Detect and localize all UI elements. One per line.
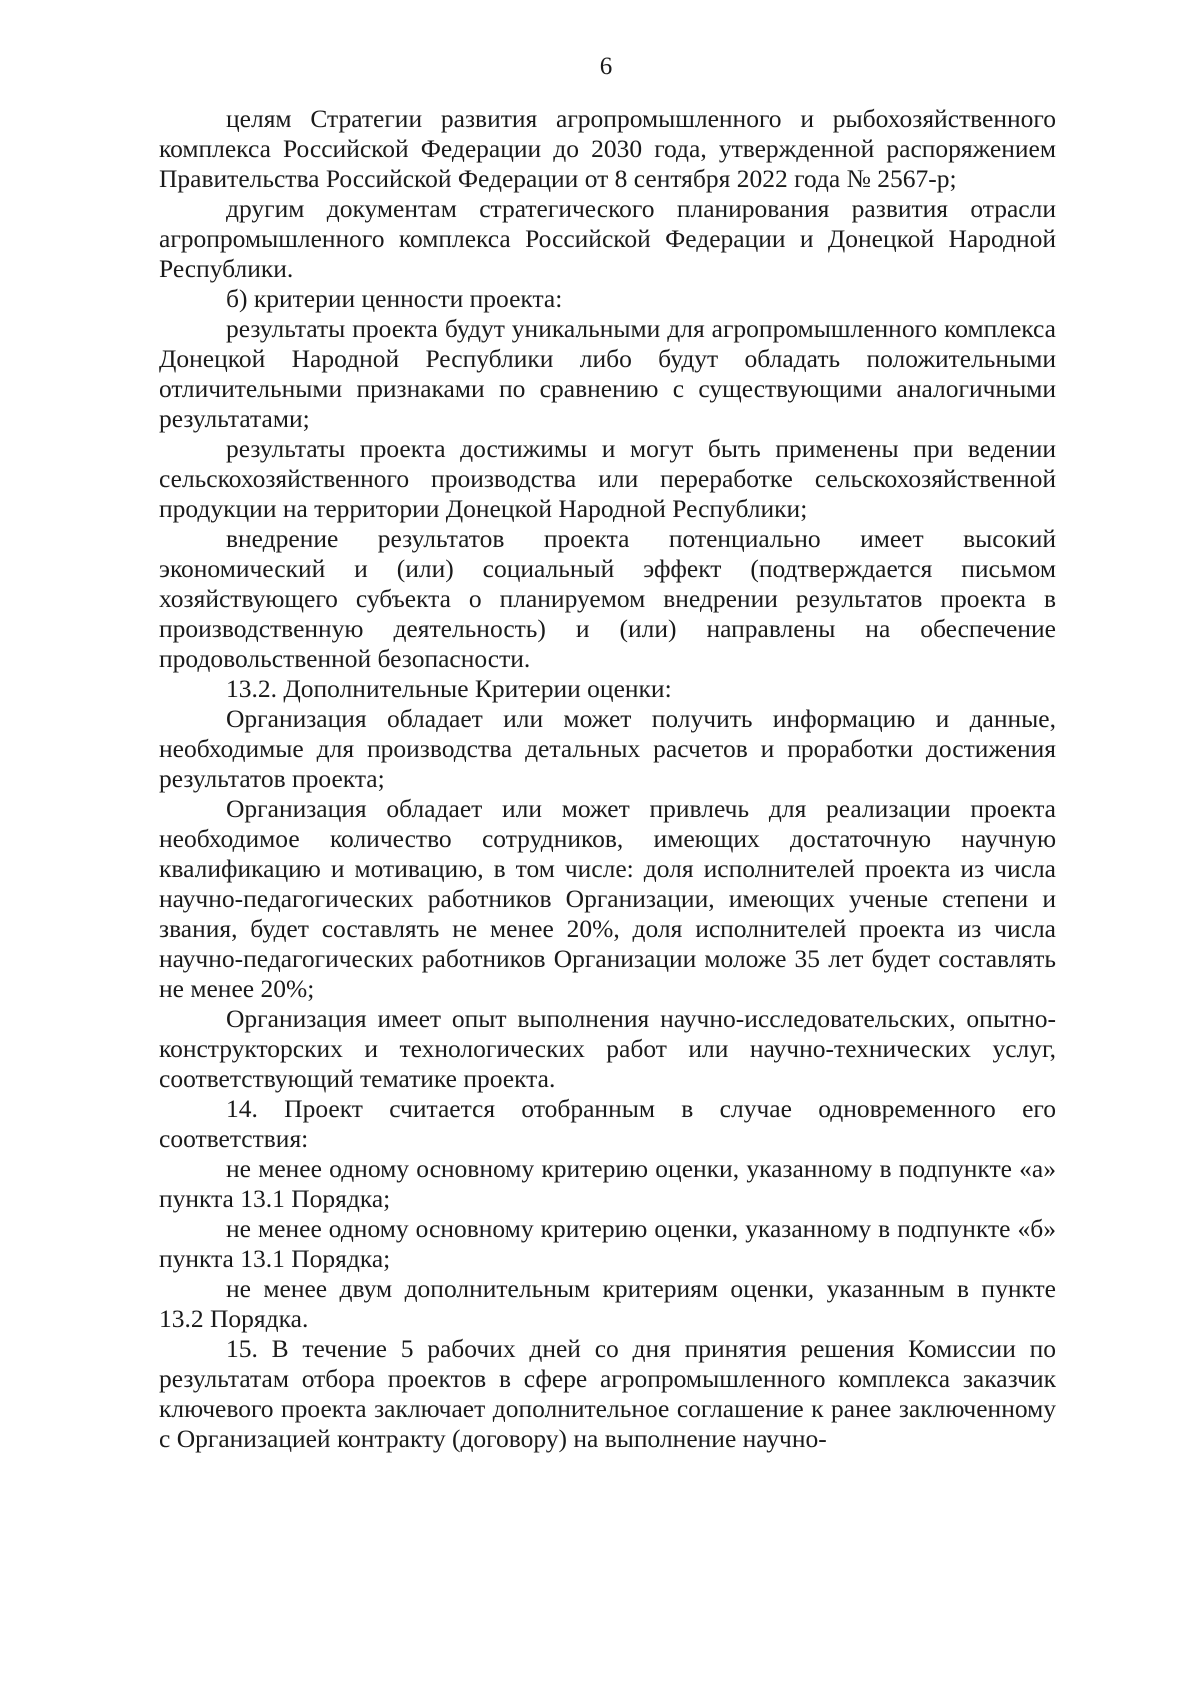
paragraph-agreement-deadline: 15. В течение 5 рабочих дней со дня принятия решения Комиссии по результатам отбора проектов в сфере агропромышленного комплекса заказчик ключевого проекта заключает дополнительное соглашение к ранее заключенному с Организацией контракту (договору) на выполнение научно- <box>159 1334 1056 1453</box>
paragraph-criterion-b: не менее одному основному критерию оценки, указанному в подпункте «б» пункта 13.1 Порядка; <box>159 1214 1056 1273</box>
paragraph-implementation-effect: внедрение результатов проекта потенциально имеет высокий экономический и (или) социальный эффект (подтверждается письмом хозяйствующего субъекта о планируемом внедрении результатов проекта в производственную деятельность) и (или) направлены на обеспечение продовольственной безопасности. <box>159 524 1056 673</box>
paragraph-achievable-results: результаты проекта достижимы и могут быть применены при ведении сельскохозяйственного производства или переработке сельскохозяйственной продукции на территории Донецкой Народной Республики; <box>159 434 1056 523</box>
paragraph-additional-criteria-heading: 13.2. Дополнительные Критерии оценки: <box>226 674 672 703</box>
paragraph-selection-condition: 14. Проект считается отобранным в случае одновременного его соответствия: <box>159 1094 1056 1153</box>
page-number: 6 <box>599 53 613 80</box>
paragraph-unique-results: результаты проекта будут уникальными для агропромышленного комплекса Донецкой Народной Республики либо будут обладать положительными отличительными признаками по сравнению с существующими аналогичными результатами; <box>159 314 1056 433</box>
paragraph-staff-qualification: Организация обладает или может привлечь для реализации проекта необходимое количество сотрудников, имеющих достаточную научную квалификацию и мотивацию, в том числе: доля исполнителей проекта из числа научно-педагогических работников Организации, имеющих ученые степени и звания, будет составлять не менее 20%, доля исполнителей проекта из числа научно-педагогических работников Организации моложе 35 лет будет составлять не менее 20%; <box>159 794 1056 1003</box>
paragraph-criterion-a: не менее одному основному критерию оценки, указанному в подпункте «а» пункта 13.1 Порядка; <box>159 1154 1056 1213</box>
paragraph-additional-criteria-count: не менее двум дополнительным критериям оценки, указанным в пункте 13.2 Порядка. <box>159 1274 1056 1333</box>
paragraph-information-data: Организация обладает или может получить информацию и данные, необходимые для производства детальных расчетов и проработки достижения результатов проекта; <box>159 704 1056 793</box>
paragraph-research-experience: Организация имеет опыт выполнения научно-исследовательских, опытно-конструкторских и технологических работ или научно-технических услуг, соответствующий тематике проекта. <box>159 1004 1056 1093</box>
paragraph-value-criteria-heading: б) критерии ценности проекта: <box>226 284 563 313</box>
paragraph-other-documents: другим документам стратегического планирования развития отрасли агропромышленного комплекса Российской Федерации и Донецкой Народной Республики. <box>159 194 1056 283</box>
paragraph-strategy-goals: целям Стратегии развития агропромышленного и рыбохозяйственного комплекса Российской Федерации до 2030 года, утвержденной распоряжением Правительства Российской Федерации от 8 сентября 2022 года № 2567-р; <box>159 104 1056 193</box>
document-body <box>159 104 1056 1454</box>
